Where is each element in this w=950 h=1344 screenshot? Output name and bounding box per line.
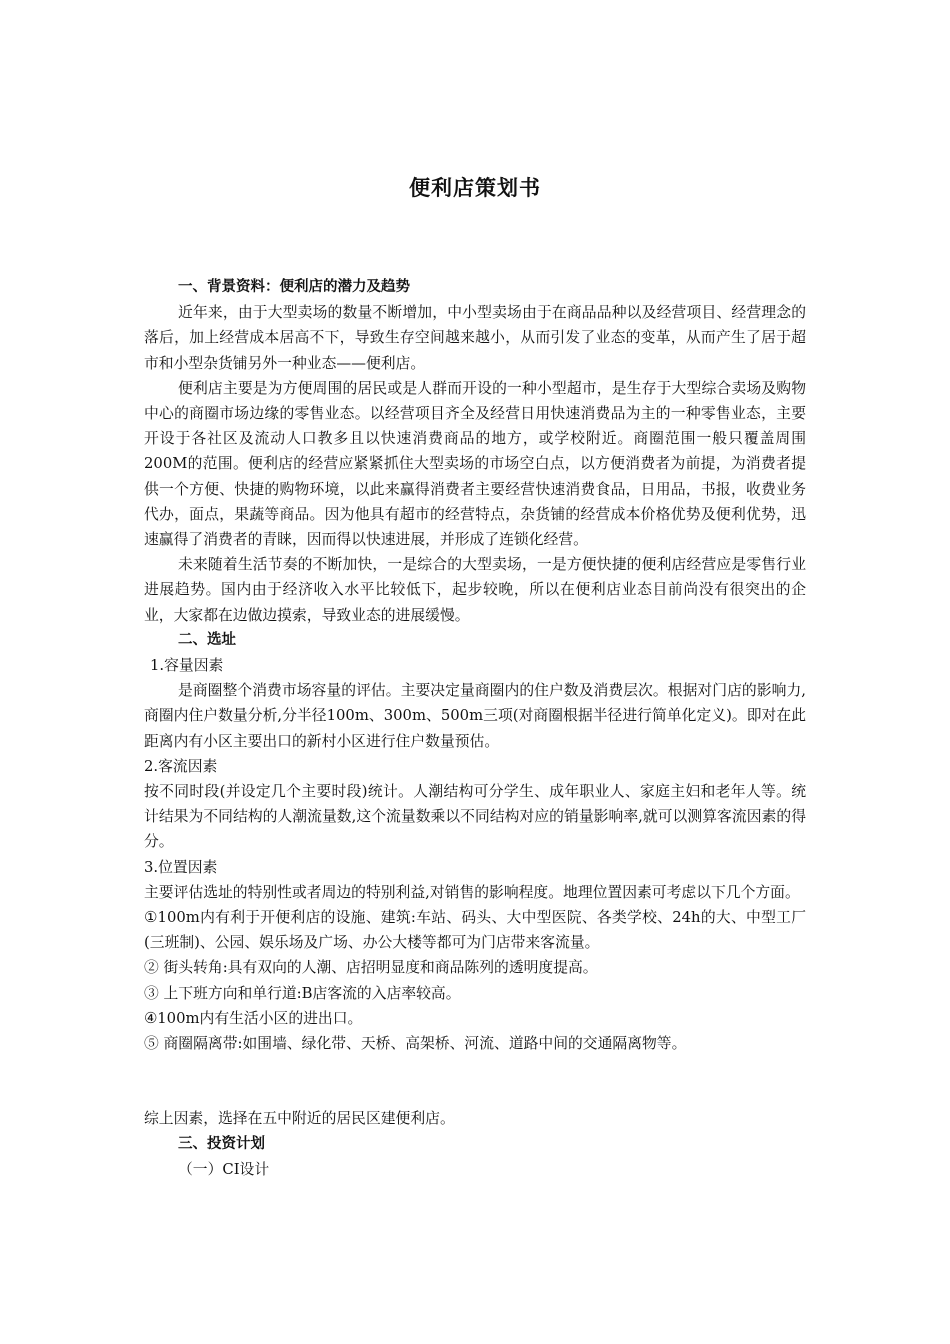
paragraph-background-2: 便利店主要是为方便周围的居民或是人群而开设的一种小型超市，是生存于大型综合卖场及购物中心的商圈市场边缘的零售业态。以经营项目齐全及经营日用快速消费品为主的一种零售业态，主要开设于各社区及流动人口教多且以快速消费商品的地方，或学校附近。商圈范围一般只覆盖周围200M的范围。便利店的经营应紧紧抓住大型卖场的市场空白点，以方便消费者为前提，为消费者提供一个方便、快捷的购物环境，以此来赢得消费者主要经营快速消费食品，日用品，书报，收费业务代办，面点，果蔬等商品。因为他具有超市的经营特点，杂货铺的经营成本价格优势及便利优势，迅速赢得了消费者的青睐，因而得以快速进展，并形成了连锁化经营。: [144, 379, 806, 549]
blank-spacer: [144, 1056, 806, 1106]
document-title: 便利店策划书: [409, 176, 541, 200]
location-item-3: ③ 上下班方向和单行道:B店客流的入店率较高。: [144, 984, 461, 1002]
subheading-capacity-factor: 1.容量因素: [150, 657, 224, 675]
location-item-5: ⑤ 商圈隔离带:如围墙、绿化带、天桥、高架桥、河流、道路中间的交通隔离物等。: [144, 1035, 687, 1053]
section-heading-investment-plan: 三、投资计划: [178, 1135, 265, 1152]
paragraph-background-1: 近年来，由于大型卖场的数量不断增加，中小型卖场由于在商品品种以及经营项目、经营理念的落后，加上经营成本居高不下，导致生存空间越来越小，从而引发了业态的变革，从而产生了居于超市和小型杂货铺另外一种业态——便利店。: [144, 304, 806, 372]
subheading-ci-design: （一）CI设计: [178, 1160, 270, 1178]
location-item-2: ② 街头转角:具有双向的人潮、店招明显度和商品陈列的透明度提高。: [144, 959, 598, 977]
paragraph-traffic-factor: 按不同时段(并设定几个主要时段)统计。人潮结构可分学生、成年职业人、家庭主妇和老年人等。统计结果为不同结构的人潮流量数,这个流量数乘以不同结构对应的销量影响率,就可以测算客流因素的得分。: [144, 783, 806, 851]
section-heading-background: 一、背景资料：便利店的潜力及趋势: [178, 279, 410, 295]
location-item-1: ①100m内有利于开便利店的设施、建筑:车站、码头、大中型医院、各类学校、24h的大、中型工厂(三班制)、公园、娱乐场及广场、办公大楼等都可为门店带来客流量。: [144, 909, 806, 952]
paragraph-background-3: 未来随着生活节奏的不断加快，一是综合的大型卖场，一是方便快捷的便利店经营应是零售行业进展趋势。国内由于经济收入水平比较低下，起步较晚，所以在便利店业态目前尚没有很突出的企业，大家都在边做边摸索，导致业态的进展缓慢。: [144, 556, 806, 624]
paragraph-conclusion: 综上因素，选择在五中附近的居民区建便利店。: [144, 1110, 455, 1128]
location-item-4: ④100m内有生活小区的进出口。: [144, 1009, 363, 1027]
paragraph-location-factor: 主要评估选址的特别性或者周边的特别利益,对销售的影响程度。地理位置因素可考虑以下几个方面。: [144, 883, 800, 901]
subheading-traffic-factor: 2.客流因素: [144, 757, 218, 775]
section-heading-site-selection: 二、选址: [178, 631, 236, 648]
paragraph-capacity-factor: 是商圈整个消费市场容量的评估。主要决定量商圈内的住户数及消费层次。根据对门店的影响力,商圈内住户数量分析,分半径100m、300m、500m三项(对商圈根据半径进行简单化定义)。即对在此距离内有小区主要出口的新村小区进行住户数量预估。: [144, 682, 806, 750]
subheading-location-factor: 3.位置因素: [144, 858, 218, 876]
document-body: [144, 275, 806, 1182]
